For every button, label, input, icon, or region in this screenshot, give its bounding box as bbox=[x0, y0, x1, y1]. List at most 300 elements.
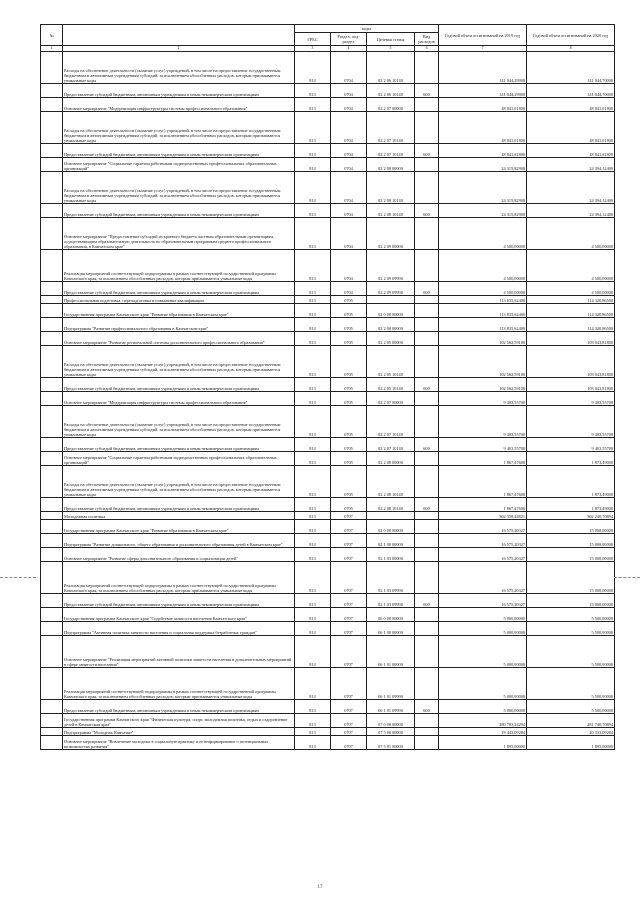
row-sum-2019: 16 575,20327 bbox=[439, 594, 527, 608]
row-razdel: 0707 bbox=[331, 736, 367, 750]
row-name: Основное мероприятие "Предоставление субсидий из краевого бюджета частным образовательным организациям, осуществляющим образовательную деятельность по образовательным программам среднего профессионального образования, в Камчатском крае" bbox=[63, 218, 295, 250]
column-index-row: 1 2 3 4 5 6 7 8 bbox=[41, 46, 615, 52]
row-target: 07 0 00 00000 bbox=[367, 714, 415, 728]
table-row bbox=[41, 562, 615, 594]
row-sum-2019: 113 835,62400 bbox=[439, 296, 527, 304]
row-number bbox=[41, 498, 63, 512]
row-sum-2019: 113 835,62400 bbox=[439, 304, 527, 318]
row-grbs: 813 bbox=[295, 714, 331, 728]
row-grbs: 813 bbox=[295, 636, 331, 668]
table-row bbox=[41, 736, 615, 750]
row-name: Расходы на обеспечение деятельности (оказание услуг) учреждений, в том числе на предоставление государственным бюджетным и автономным учреждениям субсидий, за исключением обособленных расходов, которым присваиваются уникальные коды bbox=[63, 172, 295, 204]
table-row bbox=[41, 204, 615, 218]
table-row bbox=[41, 332, 615, 346]
row-sum-2019: 5 000,00000 bbox=[439, 636, 527, 668]
row-vid bbox=[415, 332, 439, 346]
row-sum-2019: 102 562,59100 bbox=[439, 378, 527, 392]
row-number bbox=[41, 304, 63, 318]
row-vid bbox=[415, 406, 439, 438]
row-grbs: 813 bbox=[295, 512, 331, 520]
row-razdel: 0704 bbox=[331, 112, 367, 144]
row-number bbox=[41, 622, 63, 636]
row-sum-2020: 4 500,00000 bbox=[527, 282, 615, 296]
row-target: 02 2 05 00000 bbox=[367, 332, 415, 346]
row-razdel: 0707 bbox=[331, 562, 367, 594]
row-number bbox=[41, 282, 63, 296]
row-sum-2020: 15 000,00000 bbox=[527, 520, 615, 534]
row-number bbox=[41, 520, 63, 534]
table-row bbox=[41, 84, 615, 98]
row-vid: 600 bbox=[415, 438, 439, 452]
row-grbs: 813 bbox=[295, 700, 331, 714]
row-name: Основное мероприятие "Социальные гарантии работникам подведомственных профессиональных образовательных организаций" bbox=[63, 452, 295, 466]
row-grbs: 813 bbox=[295, 392, 331, 406]
row-grbs: 813 bbox=[295, 466, 331, 498]
row-razdel: 0705 bbox=[331, 378, 367, 392]
row-number bbox=[41, 112, 63, 144]
row-sum-2019: 102 562,59100 bbox=[439, 346, 527, 378]
row-target: 02 2 08 10140 bbox=[367, 172, 415, 204]
row-name: Подпрограмма "Активная политика занятости населения и социальная поддержка безработных граждан" bbox=[63, 622, 295, 636]
row-sum-2019: 48 841,61800 bbox=[439, 112, 527, 144]
row-vid bbox=[415, 548, 439, 562]
row-sum-2020: 15 000,00000 bbox=[527, 548, 615, 562]
row-sum-2019: 102 562,59100 bbox=[439, 332, 527, 346]
table-row bbox=[41, 498, 615, 512]
row-razdel: 0704 bbox=[331, 144, 367, 158]
row-sum-2020: 9 403,55700 bbox=[527, 406, 615, 438]
row-sum-2020: 281 740,70894 bbox=[527, 714, 615, 728]
table-row bbox=[41, 714, 615, 728]
row-grbs: 813 bbox=[295, 562, 331, 594]
table-row bbox=[41, 534, 615, 548]
row-grbs: 813 bbox=[295, 736, 331, 750]
row-number bbox=[41, 700, 63, 714]
row-grbs: 813 bbox=[295, 112, 331, 144]
row-razdel: 0705 bbox=[331, 452, 367, 466]
row-sum-2019: 141 044,29900 bbox=[439, 52, 527, 84]
row-razdel: 0707 bbox=[331, 520, 367, 534]
row-razdel: 0705 bbox=[331, 304, 367, 318]
row-name: Подпрограмма "Молодежь Камчатки" bbox=[63, 728, 295, 736]
row-sum-2019: 16 575,20327 bbox=[439, 562, 527, 594]
row-vid bbox=[415, 520, 439, 534]
row-number bbox=[41, 736, 63, 750]
row-vid bbox=[415, 158, 439, 172]
table-row bbox=[41, 466, 615, 498]
table-row bbox=[41, 520, 615, 534]
row-number bbox=[41, 296, 63, 304]
header-vid: Вид расходов bbox=[415, 33, 439, 46]
row-grbs: 813 bbox=[295, 594, 331, 608]
row-target: 02 2 07 10140 bbox=[367, 438, 415, 452]
row-grbs: 813 bbox=[295, 296, 331, 304]
row-target: 02 2 07 10140 bbox=[367, 112, 415, 144]
row-name: Подпрограмма "Развитие дошкольного, общего образования и дополнительного образования детей в Камчатском крае" bbox=[63, 534, 295, 548]
row-grbs: 813 bbox=[295, 158, 331, 172]
row-sum-2019: 113 835,62400 bbox=[439, 318, 527, 332]
table-row bbox=[41, 144, 615, 158]
table-row bbox=[41, 98, 615, 112]
row-sum-2019: 5 000,00000 bbox=[439, 668, 527, 700]
table-row bbox=[41, 636, 615, 668]
row-vid bbox=[415, 668, 439, 700]
header-grbs: ГРБС bbox=[295, 33, 331, 46]
row-grbs: 813 bbox=[295, 622, 331, 636]
row-target: 06 1 01 09990 bbox=[367, 700, 415, 714]
row-razdel: 0705 bbox=[331, 466, 367, 498]
row-sum-2019: 1 895,00000 bbox=[439, 736, 527, 750]
row-razdel: 0705 bbox=[331, 318, 367, 332]
table-row bbox=[41, 52, 615, 84]
row-target: 06 0 00 00000 bbox=[367, 608, 415, 622]
row-sum-2019: 280 783,24294 bbox=[439, 714, 527, 728]
row-target: 02 2 08 10140 bbox=[367, 498, 415, 512]
row-number bbox=[41, 98, 63, 112]
row-name: Основное мероприятие "Развитие региональной системы дополнительного профессионального образования" bbox=[63, 332, 295, 346]
row-razdel: 0704 bbox=[331, 52, 367, 84]
row-target: 02 1 03 09990 bbox=[367, 594, 415, 608]
row-vid: 600 bbox=[415, 700, 439, 714]
row-target: 07 5 00 00000 bbox=[367, 728, 415, 736]
row-vid: 600 bbox=[415, 378, 439, 392]
row-target: 02 2 00 00000 bbox=[367, 318, 415, 332]
row-razdel: 0704 bbox=[331, 158, 367, 172]
scan-mark-left bbox=[0, 577, 36, 578]
row-grbs: 813 bbox=[295, 346, 331, 378]
row-target bbox=[367, 512, 415, 520]
row-sum-2020: 5 500,00000 bbox=[527, 622, 615, 636]
row-target: 02 2 07 00000 bbox=[367, 392, 415, 406]
row-sum-2020: 5 500,00000 bbox=[527, 636, 615, 668]
table-row bbox=[41, 668, 615, 700]
row-razdel: 0707 bbox=[331, 728, 367, 736]
row-target: 02 2 07 00000 bbox=[367, 98, 415, 112]
row-number bbox=[41, 512, 63, 520]
row-razdel: 0705 bbox=[331, 406, 367, 438]
row-target: 06 1 00 00000 bbox=[367, 622, 415, 636]
row-number bbox=[41, 346, 63, 378]
row-sum-2019: 24 315,82900 bbox=[439, 172, 527, 204]
row-name: Государственная программа Камчатского края "Развитие образования в Камчатском крае" bbox=[63, 520, 295, 534]
header-razdel: Раздел, под-раздел bbox=[331, 33, 367, 46]
row-sum-2020: 103 043,81800 bbox=[527, 332, 615, 346]
row-name: Реализация мероприятий соответствующей подпрограммы в рамках соответствующей государственной программы Камчатского края, за исключением обособленных расходов, которым присваиваются уникальные коды bbox=[63, 668, 295, 700]
row-sum-2019: 141 044,29900 bbox=[439, 84, 527, 98]
table-row bbox=[41, 346, 615, 378]
row-target: 02 2 08 00000 bbox=[367, 158, 415, 172]
row-sum-2020: 103 043,81800 bbox=[527, 346, 615, 378]
row-target: 02 2 06 10140 bbox=[367, 52, 415, 84]
row-grbs: 813 bbox=[295, 318, 331, 332]
row-razdel: 0704 bbox=[331, 218, 367, 250]
row-vid bbox=[415, 392, 439, 406]
row-target: 02 2 08 10140 bbox=[367, 466, 415, 498]
row-number bbox=[41, 466, 63, 498]
row-name: Подпрограмма "Развитие профессионального образования в Камчатском крае" bbox=[63, 318, 295, 332]
row-sum-2019: 5 000,00000 bbox=[439, 700, 527, 714]
row-target: 06 1 01 00000 bbox=[367, 636, 415, 668]
row-sum-2019: 19 443,09284 bbox=[439, 728, 527, 736]
row-sum-2020: 114 320,86500 bbox=[527, 304, 615, 318]
row-sum-2020: 48 841,61800 bbox=[527, 144, 615, 158]
row-grbs: 813 bbox=[295, 668, 331, 700]
row-vid: 600 bbox=[415, 498, 439, 512]
row-vid bbox=[415, 608, 439, 622]
row-grbs: 813 bbox=[295, 282, 331, 296]
row-grbs: 813 bbox=[295, 438, 331, 452]
row-name: Государственная программа Камчатского края "Содействие занятости населения Камчатского края" bbox=[63, 608, 295, 622]
row-grbs: 813 bbox=[295, 728, 331, 736]
row-sum-2019: 4 500,00000 bbox=[439, 250, 527, 282]
row-number bbox=[41, 548, 63, 562]
row-sum-2020: 1 873,49000 bbox=[527, 498, 615, 512]
row-name: Предоставление субсидий бюджетным, автономным учреждениям и иным некоммерческим организациям bbox=[63, 498, 295, 512]
row-target: 02 2 05 10140 bbox=[367, 346, 415, 378]
row-target: 02 2 09 09990 bbox=[367, 282, 415, 296]
row-name: Государственная программа Камчатского края "Развитие образования в Камчатском крае" bbox=[63, 304, 295, 318]
row-vid bbox=[415, 562, 439, 594]
row-sum-2020: 5 500,00000 bbox=[527, 668, 615, 700]
row-sum-2020: 48 841,61800 bbox=[527, 112, 615, 144]
row-razdel: 0707 bbox=[331, 668, 367, 700]
row-name: Профессиональная подготовка, переподготовка и повышение квалификации bbox=[63, 296, 295, 304]
row-name: Молодежная политика bbox=[63, 512, 295, 520]
row-name: Расходы на обеспечение деятельности (оказание услуг) учреждений, в том числе на предоставление государственным бюджетным и автономным учреждениям субсидий, за исключением обособленных расходов, которым присваиваются уникальные коды bbox=[63, 52, 295, 84]
row-vid bbox=[415, 622, 439, 636]
row-vid bbox=[415, 250, 439, 282]
row-name: Расходы на обеспечение деятельности (оказание услуг) учреждений, в том числе на предоставление государственным бюджетным и автономным учреждениям субсидий, за исключением обособленных расходов, которым присваиваются уникальные коды bbox=[63, 112, 295, 144]
row-name: Государственная программа Камчатского края "Физическая культура, спорт, молодежная политика, отдых и оздоровление детей в Камчатском крае" bbox=[63, 714, 295, 728]
header-target: Целевая статья bbox=[367, 33, 415, 46]
row-name: Предоставление субсидий бюджетным, автономным учреждениям и иным некоммерческим организациям bbox=[63, 282, 295, 296]
scan-mark-right bbox=[614, 577, 640, 578]
table-row bbox=[41, 622, 615, 636]
row-razdel: 0707 bbox=[331, 622, 367, 636]
header-codes-group: коды bbox=[295, 25, 439, 33]
row-grbs: 813 bbox=[295, 452, 331, 466]
row-sum-2019: 1 867,47600 bbox=[439, 466, 527, 498]
header-name bbox=[63, 25, 295, 46]
row-name: Основное мероприятие "Модернизация инфраструктуры системы профессионального образования" bbox=[63, 392, 295, 406]
row-vid bbox=[415, 512, 439, 520]
row-vid bbox=[415, 172, 439, 204]
row-target: 02 1 03 00000 bbox=[367, 548, 415, 562]
row-number bbox=[41, 52, 63, 84]
row-razdel: 0705 bbox=[331, 296, 367, 304]
row-vid bbox=[415, 296, 439, 304]
row-sum-2020: 1 873,49000 bbox=[527, 452, 615, 466]
row-sum-2020: 9 403,55700 bbox=[527, 438, 615, 452]
row-target: 02 2 08 00000 bbox=[367, 452, 415, 466]
table-row bbox=[41, 512, 615, 520]
table-row bbox=[41, 112, 615, 144]
row-vid: 600 bbox=[415, 144, 439, 158]
row-sum-2020: 4 500,00000 bbox=[527, 250, 615, 282]
table-row bbox=[41, 728, 615, 736]
row-number bbox=[41, 728, 63, 736]
row-grbs: 813 bbox=[295, 172, 331, 204]
budget-table bbox=[40, 24, 615, 750]
row-target: 02 2 09 09990 bbox=[367, 250, 415, 282]
row-sum-2019: 9 403,55700 bbox=[439, 438, 527, 452]
row-name: Реализация мероприятий соответствующей подпрограммы в рамках соответствующей государственной программы Камчатского края, за исключением обособленных расходов, которым присваиваются уникальные коды bbox=[63, 562, 295, 594]
table-row bbox=[41, 608, 615, 622]
row-sum-2020: 141 044,70000 bbox=[527, 84, 615, 98]
row-razdel: 0707 bbox=[331, 608, 367, 622]
row-name: Основное мероприятие "Развитие сферы дополнительного образования и социализации детей" bbox=[63, 548, 295, 562]
table-row bbox=[41, 282, 615, 296]
row-vid bbox=[415, 346, 439, 378]
table-row bbox=[41, 218, 615, 250]
row-name: Реализация мероприятий соответствующей подпрограммы в рамках соответствующей государственной программы Камчатского края, за исключением обособленных расходов, которым присваиваются уникальные коды bbox=[63, 250, 295, 282]
row-razdel: 0705 bbox=[331, 438, 367, 452]
row-vid: 600 bbox=[415, 84, 439, 98]
row-number bbox=[41, 84, 63, 98]
row-razdel: 0705 bbox=[331, 392, 367, 406]
row-target: 02 2 07 10140 bbox=[367, 144, 415, 158]
row-grbs: 813 bbox=[295, 84, 331, 98]
row-sum-2019: 16 575,20327 bbox=[439, 520, 527, 534]
row-target bbox=[367, 296, 415, 304]
row-number bbox=[41, 452, 63, 466]
row-sum-2019: 302 358,44821 bbox=[439, 512, 527, 520]
row-sum-2020: 9 403,55700 bbox=[527, 392, 615, 406]
table-row bbox=[41, 452, 615, 466]
document-page bbox=[40, 24, 614, 750]
table-row bbox=[41, 296, 615, 304]
row-target: 02 0 00 00000 bbox=[367, 304, 415, 318]
row-target: 02 2 06 10140 bbox=[367, 84, 415, 98]
row-sum-2020: 24 394,12400 bbox=[527, 158, 615, 172]
row-vid bbox=[415, 112, 439, 144]
row-vid bbox=[415, 728, 439, 736]
row-razdel: 0707 bbox=[331, 548, 367, 562]
table-row bbox=[41, 700, 615, 714]
row-vid bbox=[415, 636, 439, 668]
row-sum-2020: 20 333,09284 bbox=[527, 728, 615, 736]
row-number bbox=[41, 158, 63, 172]
row-sum-2019: 1 867,47600 bbox=[439, 498, 527, 512]
page-number: 17 bbox=[317, 885, 323, 890]
row-name: Расходы на обеспечение деятельности (оказание услуг) учреждений, в том числе на предоставление государственным бюджетным и автономным учреждениям субсидий, за исключением обособленных расходов, которым присваиваются уникальные коды bbox=[63, 466, 295, 498]
row-sum-2020: 15 000,00000 bbox=[527, 594, 615, 608]
row-sum-2020: 103 043,81800 bbox=[527, 378, 615, 392]
table-row bbox=[41, 318, 615, 332]
row-target: 02 1 03 09990 bbox=[367, 562, 415, 594]
row-target: 02 2 05 10140 bbox=[367, 378, 415, 392]
row-razdel: 0704 bbox=[331, 282, 367, 296]
row-number bbox=[41, 406, 63, 438]
row-grbs: 813 bbox=[295, 332, 331, 346]
row-name: Основное мероприятие "Модернизация инфраструктуры системы профессионального образования" bbox=[63, 98, 295, 112]
row-sum-2020: 141 044,70000 bbox=[527, 52, 615, 84]
table-row bbox=[41, 392, 615, 406]
row-razdel: 0707 bbox=[331, 512, 367, 520]
row-sum-2019: 48 841,61800 bbox=[439, 98, 527, 112]
row-grbs: 813 bbox=[295, 608, 331, 622]
row-name: Предоставление субсидий бюджетным, автономным учреждениям и иным некоммерческим организациям bbox=[63, 378, 295, 392]
row-sum-2019: 48 841,61800 bbox=[439, 144, 527, 158]
row-number bbox=[41, 534, 63, 548]
row-sum-2020: 1 895,00000 bbox=[527, 736, 615, 750]
row-vid bbox=[415, 98, 439, 112]
row-sum-2019: 24 315,82900 bbox=[439, 158, 527, 172]
row-number bbox=[41, 636, 63, 668]
row-grbs: 813 bbox=[295, 204, 331, 218]
table-row bbox=[41, 378, 615, 392]
table-row bbox=[41, 594, 615, 608]
row-razdel: 0707 bbox=[331, 534, 367, 548]
row-razdel: 0707 bbox=[331, 636, 367, 668]
table-row bbox=[41, 250, 615, 282]
header-sum-2020: Годовой объем ассигнований на 2020 год bbox=[527, 25, 615, 46]
row-number bbox=[41, 594, 63, 608]
row-razdel: 0707 bbox=[331, 700, 367, 714]
row-target: 02 2 08 10140 bbox=[367, 204, 415, 218]
row-target: 02 2 09 00000 bbox=[367, 218, 415, 250]
row-target: 07 5 01 00000 bbox=[367, 736, 415, 750]
row-razdel: 0705 bbox=[331, 346, 367, 378]
row-sum-2019: 9 403,55700 bbox=[439, 406, 527, 438]
row-vid bbox=[415, 736, 439, 750]
row-vid bbox=[415, 218, 439, 250]
row-sum-2020: 114 320,86500 bbox=[527, 318, 615, 332]
row-grbs: 813 bbox=[295, 548, 331, 562]
row-grbs: 813 bbox=[295, 52, 331, 84]
row-number bbox=[41, 438, 63, 452]
row-sum-2020: 24 394,12400 bbox=[527, 172, 615, 204]
table-row bbox=[41, 406, 615, 438]
row-number bbox=[41, 392, 63, 406]
row-vid: 600 bbox=[415, 204, 439, 218]
row-sum-2020: 114 320,86500 bbox=[527, 296, 615, 304]
row-vid bbox=[415, 304, 439, 318]
row-name: Основное мероприятие "Социальные гарантии работникам подведомственных профессиональных образовательных организаций" bbox=[63, 158, 295, 172]
row-razdel: 0704 bbox=[331, 250, 367, 282]
row-sum-2019: 5 000,00000 bbox=[439, 622, 527, 636]
row-razdel: 0704 bbox=[331, 84, 367, 98]
row-target: 02 0 00 00000 bbox=[367, 520, 415, 534]
row-target: 02 2 07 10140 bbox=[367, 406, 415, 438]
row-grbs: 813 bbox=[295, 406, 331, 438]
row-number bbox=[41, 608, 63, 622]
row-sum-2019: 5 000,00000 bbox=[439, 608, 527, 622]
row-name: Расходы на обеспечение деятельности (оказание услуг) учреждений, в том числе на предоставление государственным бюджетным и автономным учреждениям субсидий, за исключением обособленных расходов, которым присваиваются уникальные коды bbox=[63, 406, 295, 438]
row-sum-2020: 302 240,70894 bbox=[527, 512, 615, 520]
row-razdel: 0704 bbox=[331, 98, 367, 112]
row-sum-2019: 9 403,55700 bbox=[439, 392, 527, 406]
row-name: Основное мероприятие "Реализация мероприятий активной политики занятости населения и дополнительных мероприятий в сфере занятости населения" bbox=[63, 636, 295, 668]
row-razdel: 0704 bbox=[331, 172, 367, 204]
row-number bbox=[41, 218, 63, 250]
row-vid bbox=[415, 714, 439, 728]
row-sum-2020: 15 000,00000 bbox=[527, 534, 615, 548]
row-razdel: 0707 bbox=[331, 714, 367, 728]
row-number bbox=[41, 378, 63, 392]
table-row bbox=[41, 548, 615, 562]
row-number bbox=[41, 668, 63, 700]
row-vid: 600 bbox=[415, 282, 439, 296]
table-row bbox=[41, 438, 615, 452]
row-name: Предоставление субсидий бюджетным, автономным учреждениям и иным некоммерческим организациям bbox=[63, 144, 295, 158]
header-number: № bbox=[41, 25, 63, 46]
row-number bbox=[41, 204, 63, 218]
row-sum-2020: 24 394,12400 bbox=[527, 204, 615, 218]
row-grbs: 813 bbox=[295, 144, 331, 158]
row-number bbox=[41, 714, 63, 728]
row-grbs: 813 bbox=[295, 218, 331, 250]
